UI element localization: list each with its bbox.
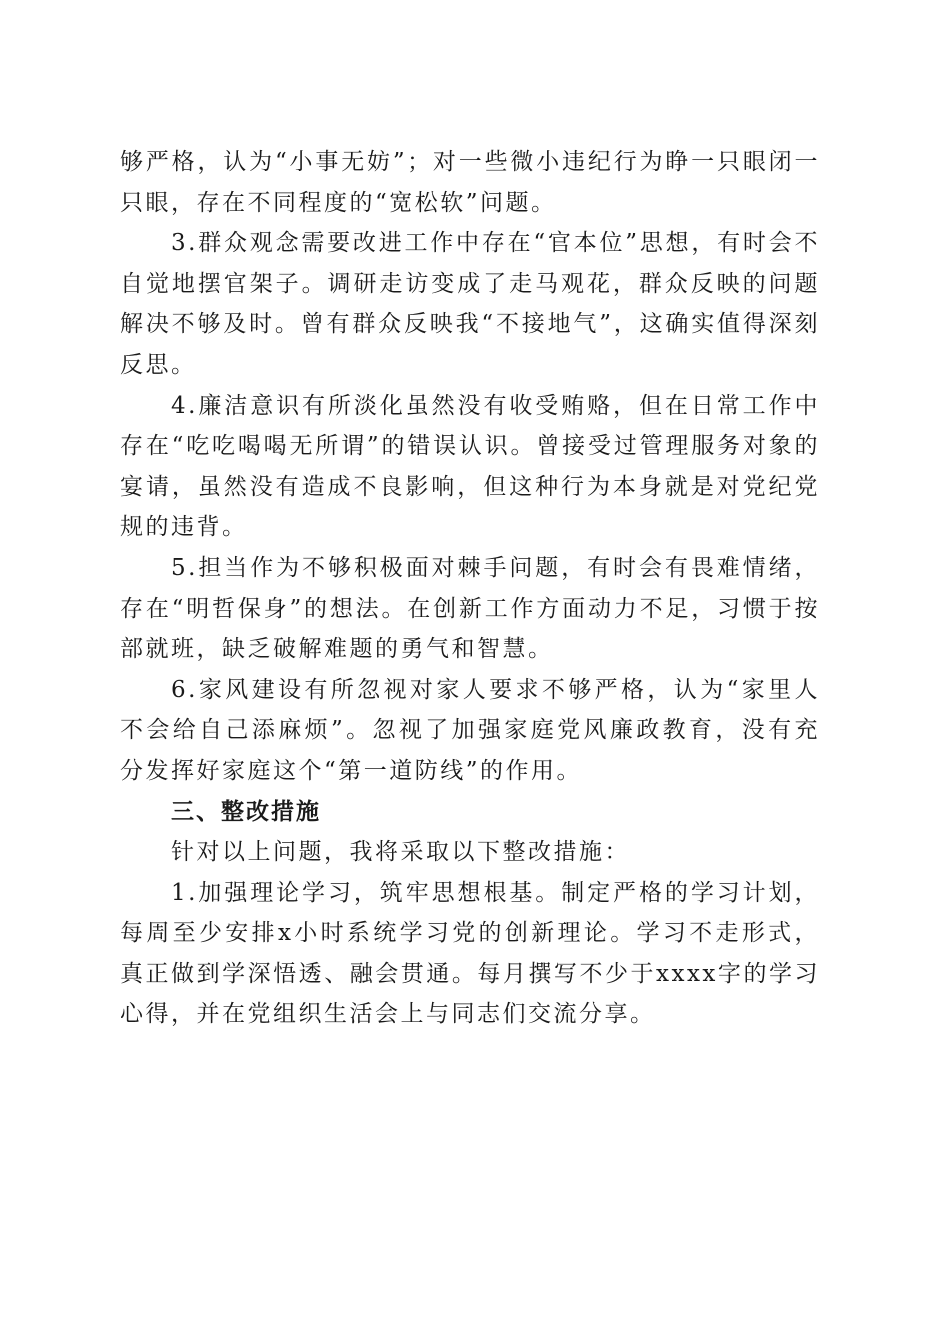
- section-heading: 三、整改措施: [171, 798, 321, 825]
- document-body: [120, 142, 820, 1035]
- paragraph-continuation: 够严格，认为“小事无妨”；对一些微小违纪行为睁一只眼闭一只眼，存在不同程度的“宽松软”问题。: [120, 149, 820, 216]
- paragraph-measure-1: 1.加强理论学习，筑牢思想根基。制定严格的学习计划，每周至少安排x小时系统学习党的创新理论。学习不走形式，真正做到学深悟透、融会贯通。每月撰写不少于xxxx字的学习心得，并在党组织生活会上与同志们交流分享。: [120, 879, 820, 1028]
- paragraph-intro: 针对以上问题，我将采取以下整改措施：: [171, 839, 630, 866]
- paragraph-item-4: 4.廉洁意识有所淡化虽然没有收受贿赂，但在日常工作中存在“吃吃喝喝无所谓”的错误认识。曾接受过管理服务对象的宴请，虽然没有造成不良影响，但这种行为本身就是对党纪党规的违背。: [120, 392, 820, 541]
- paragraph-item-6: 6.家风建设有所忽视对家人要求不够严格，认为“家里人不会给自己添麻烦”。忽视了加强家庭党风廉政教育，没有充分发挥好家庭这个“第一道防线”的作用。: [120, 676, 820, 784]
- paragraph-item-5: 5.担当作为不够积极面对棘手问题，有时会有畏难情绪，存在“明哲保身”的想法。在创新工作方面动力不足，习惯于按部就班，缺乏破解难题的勇气和智慧。: [120, 554, 820, 663]
- paragraph-item-3: 3.群众观念需要改进工作中存在“官本位”思想，有时会不自觉地摆官架子。调研走访变成了走马观花，群众反映的问题解决不够及时。曾有群众反映我“不接地气”，这确实值得深刻反思。: [120, 230, 820, 378]
